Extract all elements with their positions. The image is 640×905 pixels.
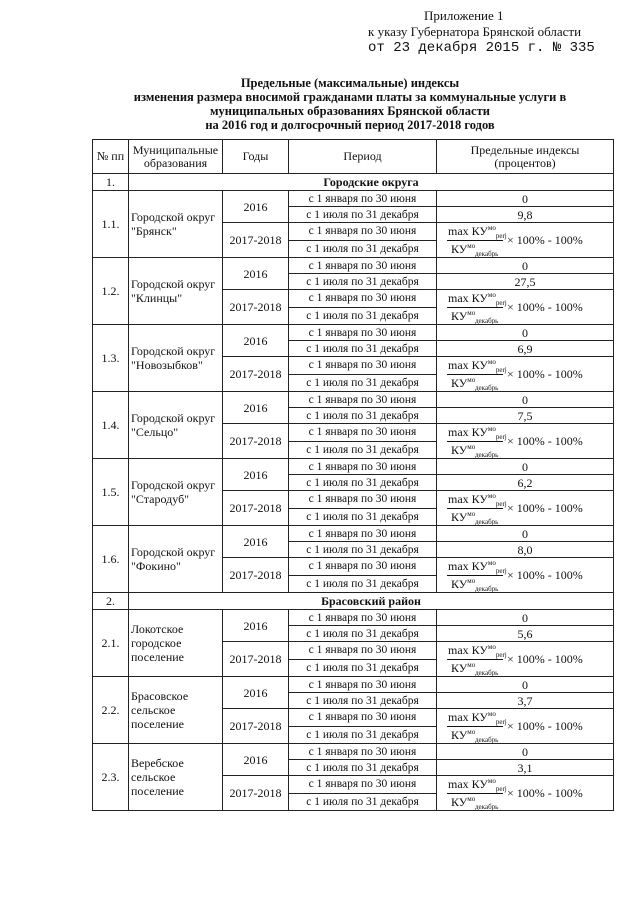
denominator-sub: декабрь <box>475 803 499 811</box>
period-second-half: с 1 июля по 31 декабря <box>289 659 437 677</box>
index-value-h2: 3,7 <box>437 693 614 709</box>
year-2016: 2016 <box>223 325 289 357</box>
col-header-municipality: Муниципальные образования <box>129 140 223 174</box>
index-formula <box>437 290 614 325</box>
formula-denominator <box>451 242 498 258</box>
index-value-h1: 0 <box>437 459 614 475</box>
denominator-sub: декабрь <box>475 250 499 258</box>
period-first-half: с 1 января по 30 июня <box>289 744 437 760</box>
index-value-h2: 3,1 <box>437 760 614 776</box>
row-number: 1.6. <box>93 526 129 593</box>
col-header-period: Период <box>289 140 437 174</box>
denominator-sup: мо <box>467 376 475 384</box>
section-row <box>93 593 614 610</box>
col-header-num: № пп <box>93 140 129 174</box>
numerator-text: max КУ <box>448 358 488 372</box>
period-first-half: с 1 января по 30 июня <box>289 526 437 542</box>
period-first-half: с 1 января по 30 июня <box>289 610 437 626</box>
index-formula <box>437 558 614 593</box>
numerator-sub: perj <box>495 232 507 240</box>
formula-tail: × 100% - 100% <box>507 786 583 800</box>
col-header-years: Годы <box>223 140 289 174</box>
period-second-half: с 1 июля по 31 декабря <box>289 575 437 593</box>
year-2017-2018: 2017-2018 <box>223 709 289 744</box>
formula-fraction <box>439 223 611 257</box>
numerator-sup: мо <box>487 559 496 567</box>
period-second-half: с 1 июля по 31 декабря <box>289 207 437 223</box>
numerator-sup: мо <box>487 291 496 299</box>
document-header <box>368 8 630 56</box>
municipality-name: Городской округ "Брянск" <box>129 191 223 258</box>
numerator-text: max КУ <box>448 224 488 238</box>
period-first-half: с 1 января по 30 июня <box>289 642 437 660</box>
numerator-sup: мо <box>487 777 496 785</box>
numerator-sup: мо <box>487 643 496 651</box>
denominator-sub: декабрь <box>475 669 499 677</box>
formula-numerator <box>448 291 507 307</box>
period-second-half: с 1 июля по 31 декабря <box>289 542 437 558</box>
formula-fraction <box>439 290 611 324</box>
formula-numerator <box>448 559 507 575</box>
numerator-text: max КУ <box>448 291 488 305</box>
document-title <box>60 76 640 132</box>
formula-fraction <box>439 642 611 676</box>
denominator-sub: декабрь <box>475 518 499 526</box>
denominator-sup: мо <box>467 795 475 803</box>
municipality-name: Городской округ "Фокино" <box>129 526 223 593</box>
year-2016: 2016 <box>223 610 289 642</box>
appendix-label: Приложение 1 <box>424 8 504 23</box>
period-first-half: с 1 января по 30 июня <box>289 357 437 375</box>
decree-date-number: от 23 декабря 2015 г. № 335 <box>368 40 595 56</box>
index-value-h1: 0 <box>437 392 614 408</box>
formula-denominator <box>451 795 498 811</box>
row-number: 1.4. <box>93 392 129 459</box>
table-row <box>93 459 614 475</box>
year-2017-2018: 2017-2018 <box>223 357 289 392</box>
index-value-h1: 0 <box>437 325 614 341</box>
row-number: 1.2. <box>93 258 129 325</box>
formula-fraction <box>439 357 611 391</box>
municipality-name: Веребское сельское поселение <box>129 744 223 811</box>
index-formula <box>437 424 614 459</box>
denominator-sup: мо <box>467 242 475 250</box>
table-header-row <box>93 140 614 174</box>
period-second-half: с 1 июля по 31 декабря <box>289 408 437 424</box>
denominator-sub: декабрь <box>475 317 499 325</box>
numerator-sup: мо <box>487 224 496 232</box>
fraction-bar <box>447 441 503 442</box>
index-value-h2: 7,5 <box>437 408 614 424</box>
formula-tail: × 100% - 100% <box>507 652 583 666</box>
period-first-half: с 1 января по 30 июня <box>289 677 437 693</box>
numerator-sup: мо <box>487 358 496 366</box>
period-second-half: с 1 июля по 31 декабря <box>289 274 437 290</box>
formula-numerator <box>448 710 507 726</box>
denominator-sub: декабрь <box>475 451 499 459</box>
index-formula <box>437 223 614 258</box>
municipality-name: Городской округ "Клинцы" <box>129 258 223 325</box>
index-value-h2: 6,9 <box>437 341 614 357</box>
numerator-text: max КУ <box>448 710 488 724</box>
period-second-half: с 1 июля по 31 декабря <box>289 307 437 325</box>
table-row <box>93 744 614 760</box>
period-second-half: с 1 июля по 31 декабря <box>289 760 437 776</box>
period-second-half: с 1 июля по 31 декабря <box>289 508 437 526</box>
formula-tail: × 100% - 100% <box>507 434 583 448</box>
row-number: 1.5. <box>93 459 129 526</box>
index-value-h1: 0 <box>437 191 614 207</box>
index-value-h1: 0 <box>437 744 614 760</box>
year-2016: 2016 <box>223 258 289 290</box>
numerator-text: max КУ <box>448 643 488 657</box>
row-number: 2.2. <box>93 677 129 744</box>
period-first-half: с 1 января по 30 июня <box>289 392 437 408</box>
table-row <box>93 392 614 408</box>
period-second-half: с 1 июля по 31 декабря <box>289 693 437 709</box>
denominator-text: КУ <box>451 510 468 524</box>
row-number: 2.3. <box>93 744 129 811</box>
period-first-half: с 1 января по 30 июня <box>289 191 437 207</box>
formula-tail: × 100% - 100% <box>507 233 583 247</box>
fraction-bar <box>447 659 503 660</box>
index-value-h2: 27,5 <box>437 274 614 290</box>
formula-tail: × 100% - 100% <box>507 501 583 515</box>
formula-numerator <box>448 643 507 659</box>
period-second-half: с 1 июля по 31 декабря <box>289 475 437 491</box>
period-first-half: с 1 января по 30 июня <box>289 558 437 576</box>
formula-numerator <box>448 492 507 508</box>
year-2017-2018: 2017-2018 <box>223 223 289 258</box>
denominator-text: КУ <box>451 242 468 256</box>
period-first-half: с 1 января по 30 июня <box>289 776 437 794</box>
formula-fraction <box>439 709 611 743</box>
period-first-half: с 1 января по 30 июня <box>289 223 437 241</box>
indices-table <box>92 139 614 811</box>
numerator-text: max КУ <box>448 777 488 791</box>
section-number: 2. <box>93 593 129 610</box>
numerator-sub: perj <box>495 299 507 307</box>
year-2016: 2016 <box>223 526 289 558</box>
title-line-1: Предельные (максимальные) индексы <box>240 76 460 90</box>
period-second-half: с 1 июля по 31 декабря <box>289 441 437 459</box>
period-first-half: с 1 января по 30 июня <box>289 709 437 727</box>
index-formula <box>437 491 614 526</box>
title-line-4: на 2016 год и долгосрочный период 2017-2018 годов <box>205 118 495 132</box>
numerator-sup: мо <box>487 710 496 718</box>
numerator-sub: perj <box>495 785 507 793</box>
title-line-3: муниципальных образованиях Брянской области <box>210 104 490 118</box>
table-row <box>93 325 614 341</box>
denominator-sup: мо <box>467 577 475 585</box>
numerator-sup: мо <box>487 425 496 433</box>
formula-denominator <box>451 443 498 459</box>
denominator-text: КУ <box>451 661 468 675</box>
denominator-sup: мо <box>467 443 475 451</box>
year-2017-2018: 2017-2018 <box>223 776 289 811</box>
period-second-half: с 1 июля по 31 декабря <box>289 626 437 642</box>
formula-denominator <box>451 510 498 526</box>
denominator-sup: мо <box>467 661 475 669</box>
fraction-bar <box>447 726 503 727</box>
formula-numerator <box>448 777 507 793</box>
denominator-text: КУ <box>451 728 468 742</box>
denominator-text: КУ <box>451 376 468 390</box>
table-row <box>93 258 614 274</box>
index-value-h2: 8,0 <box>437 542 614 558</box>
row-number: 2.1. <box>93 610 129 677</box>
denominator-sub: декабрь <box>475 384 499 392</box>
index-value-h2: 6,2 <box>437 475 614 491</box>
title-line-2: изменения размера вносимой гражданами платы за коммунальные услуги в <box>133 90 567 104</box>
fraction-bar <box>447 374 503 375</box>
index-value-h2: 9,8 <box>437 207 614 223</box>
period-second-half: с 1 июля по 31 декабря <box>289 240 437 258</box>
period-first-half: с 1 января по 30 июня <box>289 325 437 341</box>
year-2017-2018: 2017-2018 <box>223 290 289 325</box>
index-value-h1: 0 <box>437 526 614 542</box>
index-value-h1: 0 <box>437 258 614 274</box>
year-2016: 2016 <box>223 744 289 776</box>
fraction-bar <box>447 307 503 308</box>
formula-numerator <box>448 425 507 441</box>
denominator-sub: декабрь <box>475 585 499 593</box>
year-2016: 2016 <box>223 677 289 709</box>
fraction-bar <box>447 508 503 509</box>
col-header-index: Предельные индексы (процентов) <box>437 140 614 174</box>
table-row <box>93 677 614 693</box>
year-2017-2018: 2017-2018 <box>223 424 289 459</box>
year-2016: 2016 <box>223 392 289 424</box>
index-value-h2: 5,6 <box>437 626 614 642</box>
numerator-text: max КУ <box>448 425 488 439</box>
formula-denominator <box>451 728 498 744</box>
year-2016: 2016 <box>223 459 289 491</box>
municipality-name: Локотское городское поселение <box>129 610 223 677</box>
period-second-half: с 1 июля по 31 декабря <box>289 726 437 744</box>
formula-denominator <box>451 309 498 325</box>
period-second-half: с 1 июля по 31 декабря <box>289 793 437 811</box>
table-row <box>93 191 614 207</box>
denominator-text: КУ <box>451 309 468 323</box>
year-2017-2018: 2017-2018 <box>223 491 289 526</box>
index-formula <box>437 709 614 744</box>
denominator-sup: мо <box>467 510 475 518</box>
formula-tail: × 100% - 100% <box>507 300 583 314</box>
period-first-half: с 1 января по 30 июня <box>289 258 437 274</box>
row-number: 1.3. <box>93 325 129 392</box>
denominator-text: КУ <box>451 577 468 591</box>
period-first-half: с 1 января по 30 июня <box>289 491 437 509</box>
denominator-sub: декабрь <box>475 736 499 744</box>
formula-fraction <box>439 776 611 810</box>
numerator-sub: perj <box>495 567 507 575</box>
numerator-sub: perj <box>495 718 507 726</box>
year-2016: 2016 <box>223 191 289 223</box>
formula-tail: × 100% - 100% <box>507 367 583 381</box>
formula-numerator <box>448 358 507 374</box>
formula-fraction <box>439 424 611 458</box>
formula-numerator <box>448 224 507 240</box>
year-2017-2018: 2017-2018 <box>223 558 289 593</box>
denominator-sup: мо <box>467 728 475 736</box>
formula-fraction <box>439 491 611 525</box>
index-formula <box>437 776 614 811</box>
row-number: 1.1. <box>93 191 129 258</box>
municipality-name: Городской округ "Стародуб" <box>129 459 223 526</box>
section-name: Брасовский район <box>129 593 614 610</box>
formula-denominator <box>451 376 498 392</box>
index-value-h1: 0 <box>437 610 614 626</box>
table-row <box>93 610 614 626</box>
denominator-text: КУ <box>451 795 468 809</box>
table-row <box>93 526 614 542</box>
decree-reference: к указу Губернатора Брянской области <box>368 24 582 39</box>
numerator-text: max КУ <box>448 559 488 573</box>
numerator-text: max КУ <box>448 492 488 506</box>
formula-tail: × 100% - 100% <box>507 719 583 733</box>
numerator-sub: perj <box>495 500 507 508</box>
section-name: Городские округа <box>129 174 614 191</box>
year-2017-2018: 2017-2018 <box>223 642 289 677</box>
numerator-sub: perj <box>495 366 507 374</box>
section-number: 1. <box>93 174 129 191</box>
denominator-text: КУ <box>451 443 468 457</box>
numerator-sup: мо <box>487 492 496 500</box>
section-row <box>93 174 614 191</box>
municipality-name: Городской округ "Сельцо" <box>129 392 223 459</box>
formula-denominator <box>451 661 498 677</box>
numerator-sub: perj <box>495 651 507 659</box>
period-first-half: с 1 января по 30 июня <box>289 459 437 475</box>
fraction-bar <box>447 575 503 576</box>
formula-fraction <box>439 558 611 592</box>
period-second-half: с 1 июля по 31 декабря <box>289 341 437 357</box>
denominator-sup: мо <box>467 309 475 317</box>
index-value-h1: 0 <box>437 677 614 693</box>
index-formula <box>437 642 614 677</box>
municipality-name: Городской округ "Новозыбков" <box>129 325 223 392</box>
formula-tail: × 100% - 100% <box>507 568 583 582</box>
formula-denominator <box>451 577 498 593</box>
municipality-name: Брасовское сельское поселение <box>129 677 223 744</box>
fraction-bar <box>447 793 503 794</box>
fraction-bar <box>447 240 503 241</box>
period-first-half: с 1 января по 30 июня <box>289 290 437 308</box>
index-formula <box>437 357 614 392</box>
numerator-sub: perj <box>495 433 507 441</box>
period-second-half: с 1 июля по 31 декабря <box>289 374 437 392</box>
period-first-half: с 1 января по 30 июня <box>289 424 437 442</box>
